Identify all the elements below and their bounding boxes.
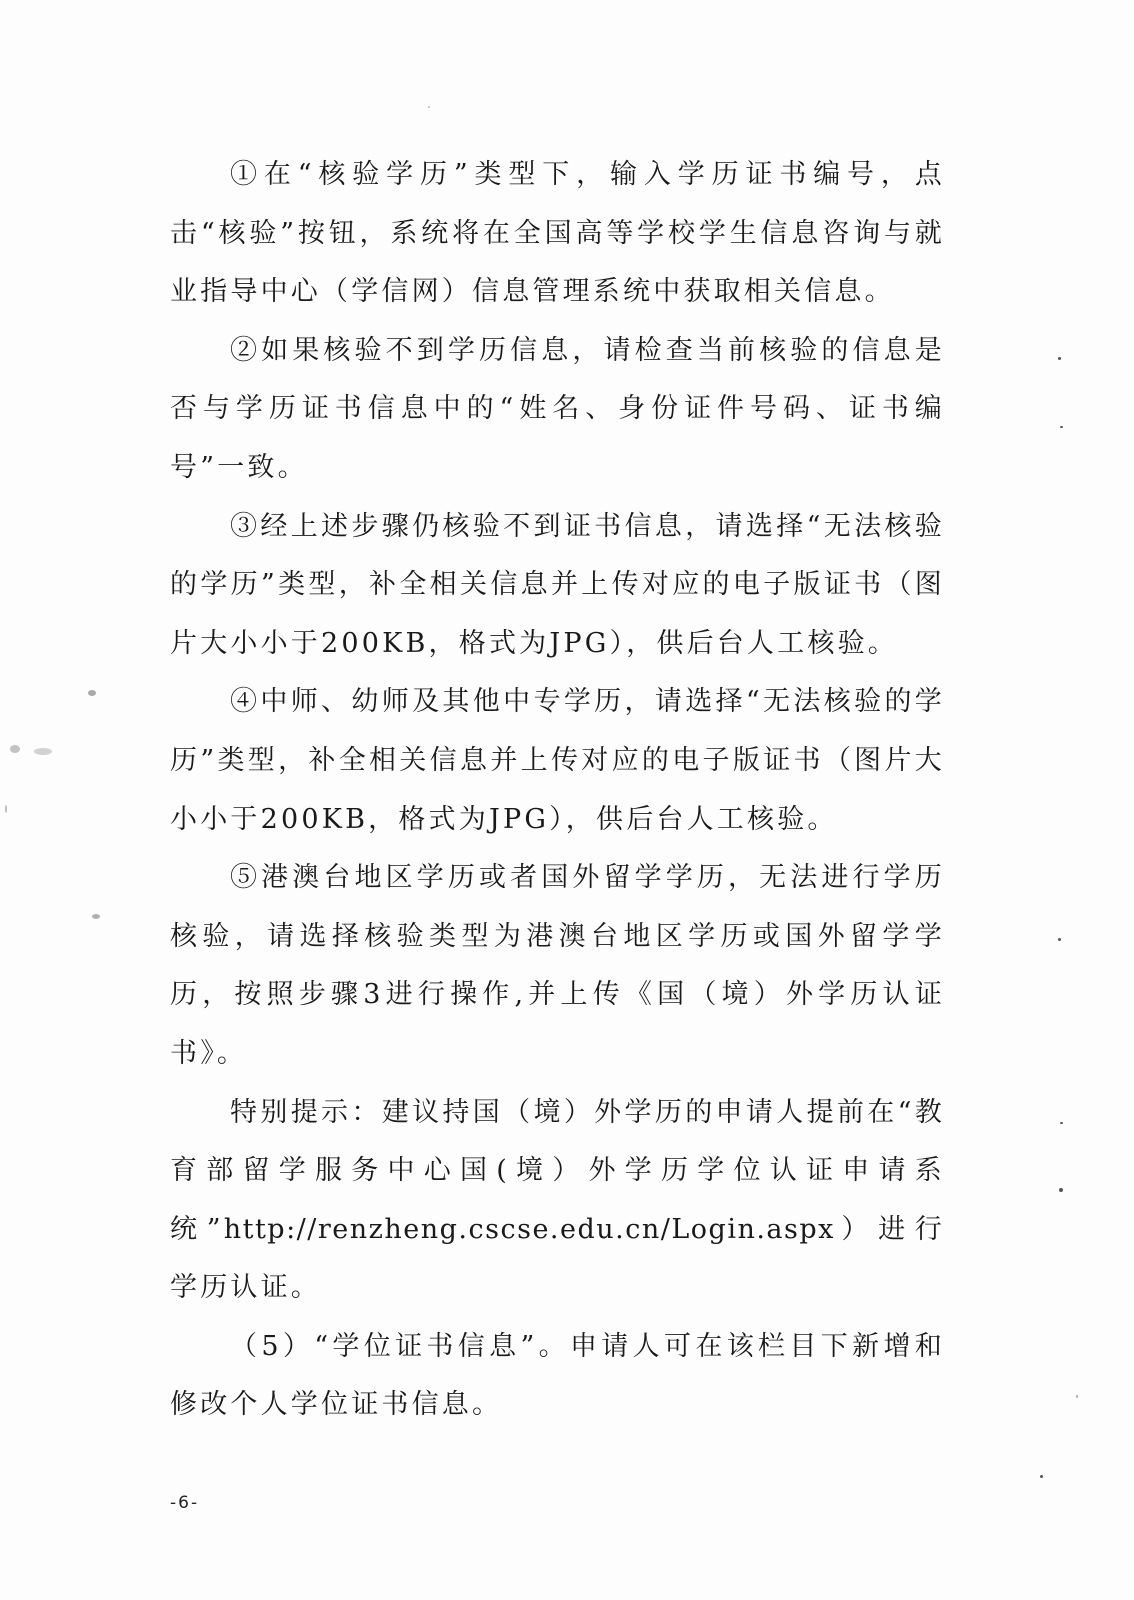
- scan-speck: [428, 106, 430, 108]
- scan-speck: [88, 690, 96, 696]
- special-tip-text: 特别提示：建议持国（境）外学历的申请人提前在“教育部留学服务中心国(境）外学历学位认证申请系统”: [170, 1096, 945, 1245]
- special-tip: [170, 1084, 945, 1318]
- scan-speck: [92, 914, 100, 919]
- scan-speck: [1060, 426, 1063, 428]
- scan-speck: [1058, 938, 1061, 941]
- scan-speck: [5, 805, 7, 813]
- scan-speck: [1060, 1122, 1063, 1124]
- page-number: -6-: [170, 1493, 200, 1513]
- paragraph-step-1: ①在“核验学历”类型下，输入学历证书编号，点击“核验”按钮，系统将在全国高等学校学生信息咨询与就业指导中心（学信网）信息管理系统中获取相关信息。: [170, 159, 945, 308]
- certification-url: http://renzheng.cscse.edu.cn/Login.aspx: [223, 1213, 835, 1245]
- paragraph-step-5: ⑤港澳台地区学历或者国外留学学历，无法进行学历核验，请选择核验类型为港澳台地区学历或国外留学学历，按照步骤3进行操作,并上传《国（境）外学历认证书》。: [170, 862, 945, 1069]
- scan-speck: [1076, 1395, 1078, 1398]
- paragraph-step-3: ③经上述步骤仍核验不到证书信息，请选择“无法核验的学历”类型，补全相关信息并上传对应的电子版证书（图片大小小于200KB，格式为JPG），供后台人工核验。: [170, 510, 945, 659]
- scan-speck: [1059, 1188, 1063, 1192]
- scan-speck: [1058, 357, 1061, 360]
- body-text: [170, 146, 945, 1435]
- scan-speck: [34, 748, 52, 755]
- paragraph-step-2: ②如果核验不到学历信息，请检查当前核验的信息是否与学历证书信息中的“姓名、身份证件号码、证书编号”一致。: [170, 334, 945, 483]
- special-tip-tail: ）进行学历认证。: [170, 1213, 945, 1304]
- section-5-degree-info: （5）“学位证书信息”。申请人可在该栏目下新增和修改个人学位证书信息。: [170, 1330, 945, 1421]
- scan-speck: [1040, 1475, 1043, 1478]
- paragraph-step-4: ④中师、幼师及其他中专学历，请选择“无法核验的学历”类型，补全相关信息并上传对应的电子版证书（图片大小小于200KB，格式为JPG），供后台人工核验。: [170, 686, 945, 835]
- scan-speck: [10, 745, 20, 753]
